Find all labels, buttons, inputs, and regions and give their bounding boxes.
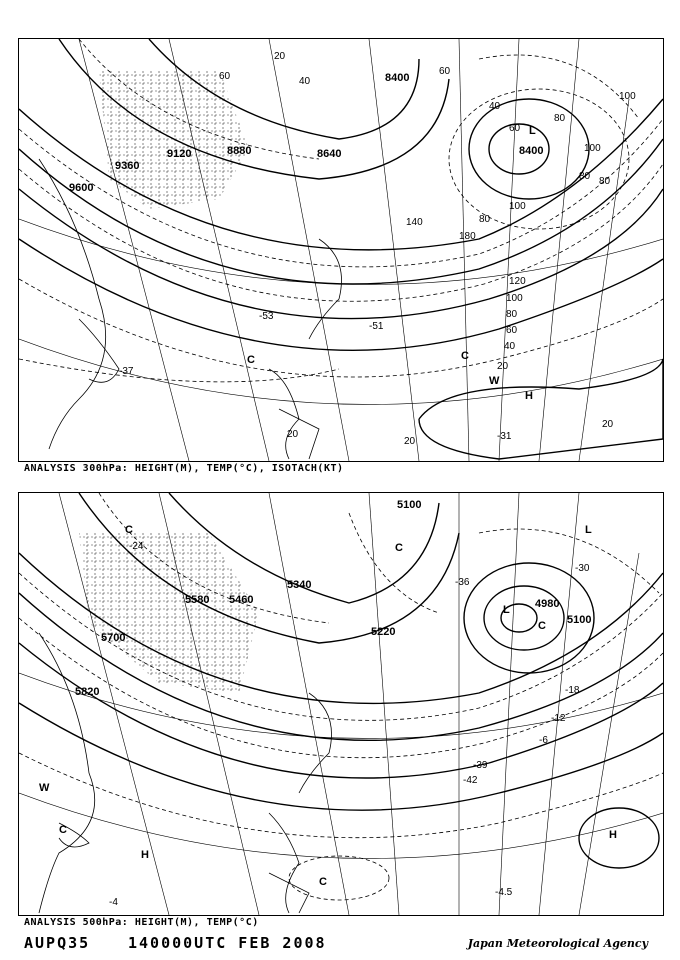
isotach-label: 140	[406, 217, 423, 228]
height-label: 9360	[115, 160, 140, 172]
isotach-label: 120	[509, 276, 526, 287]
temp-label: -36	[455, 577, 470, 588]
isotach-label: 80	[554, 113, 566, 124]
agency-name: Japan Meteorological Agency	[467, 937, 648, 950]
pressure-center: H	[609, 829, 617, 841]
isotach-label: 20	[404, 436, 416, 447]
isotach-label: 80	[599, 176, 611, 187]
temp-label: -12	[551, 713, 566, 724]
hatched-region	[79, 533, 259, 693]
height-label: 8400	[519, 145, 544, 157]
pressure-center: C	[461, 350, 469, 362]
pressure-center: C	[247, 354, 255, 366]
temp-label: -4.5	[495, 887, 513, 898]
pressure-center: H	[141, 849, 149, 861]
temp-label: -18	[565, 685, 580, 696]
pressure-center: L	[529, 125, 536, 137]
isotach-label: 20	[497, 361, 509, 372]
height-label: 5820	[75, 686, 100, 698]
isotach-label: 80	[479, 214, 491, 225]
height-label: 5100	[567, 614, 592, 626]
chart-id: AUPQ35	[24, 934, 91, 952]
height-label: 5340	[287, 579, 312, 591]
temp-label: -6	[539, 735, 548, 746]
isotach-label: 80	[579, 171, 591, 182]
temp-label: -42	[463, 775, 478, 786]
height-label: 5700	[101, 632, 126, 644]
height-label: 8640	[317, 148, 342, 160]
caption-500hpa: ANALYSIS 500hPa: HEIGHT(M), TEMP(°C)	[24, 917, 259, 928]
temp-label: -4	[109, 897, 118, 908]
pressure-center: L	[585, 524, 592, 536]
caption-300hpa: ANALYSIS 300hPa: HEIGHT(M), TEMP(°C), ISOTACH(KT)	[24, 463, 344, 474]
isotach-label: 20	[287, 429, 299, 440]
isotach-label: 60	[439, 66, 451, 77]
pressure-center: C	[538, 620, 546, 632]
isotach-label: 100	[506, 293, 523, 304]
temp-label: -53	[259, 311, 274, 322]
map-500hpa-canvas	[19, 493, 663, 915]
pressure-center: W	[489, 375, 500, 387]
isotach-label: 20	[602, 419, 614, 430]
height-label: 5100	[397, 499, 422, 511]
temp-label: -30	[575, 563, 590, 574]
isotach-label: 100	[619, 91, 636, 102]
height-label: 9120	[167, 148, 192, 160]
map-500hpa	[18, 492, 664, 916]
valid-time: 140000UTC FEB 2008	[128, 934, 327, 952]
isotach-label: 180	[459, 231, 476, 242]
map-300hpa-canvas	[19, 39, 663, 461]
pressure-center: L	[503, 604, 510, 616]
temp-label: -24	[129, 541, 144, 552]
pressure-center: C	[319, 876, 327, 888]
temp-label: -37	[119, 366, 134, 377]
isotach-label: 40	[504, 341, 516, 352]
pressure-center: C	[125, 524, 133, 536]
height-label: 8400	[385, 72, 410, 84]
height-label: 8880	[227, 145, 252, 157]
height-label: 5460	[229, 594, 254, 606]
isotach-label: 60	[509, 123, 521, 134]
isotach-label: 100	[509, 201, 526, 212]
pressure-center: C	[395, 542, 403, 554]
isotach-label: 60	[506, 325, 518, 336]
isotach-label: 40	[489, 101, 501, 112]
isotach-label: 40	[299, 76, 311, 87]
height-label: 5220	[371, 626, 396, 638]
temp-label: -31	[497, 431, 512, 442]
pressure-center: C	[59, 824, 67, 836]
temp-label: -39	[473, 760, 488, 771]
height-label: 4980	[535, 598, 560, 610]
height-label: 5580	[185, 594, 210, 606]
height-label: 9600	[69, 182, 94, 194]
isotach-label: 80	[506, 309, 518, 320]
isotach-label: 20	[274, 51, 286, 62]
temp-label: -51	[369, 321, 384, 332]
pressure-center: H	[525, 390, 533, 402]
isotach-label: 100	[584, 143, 601, 154]
pressure-center: W	[39, 782, 50, 794]
map-300hpa	[18, 38, 664, 462]
coastlines	[39, 159, 342, 459]
isotach-label: 60	[219, 71, 231, 82]
